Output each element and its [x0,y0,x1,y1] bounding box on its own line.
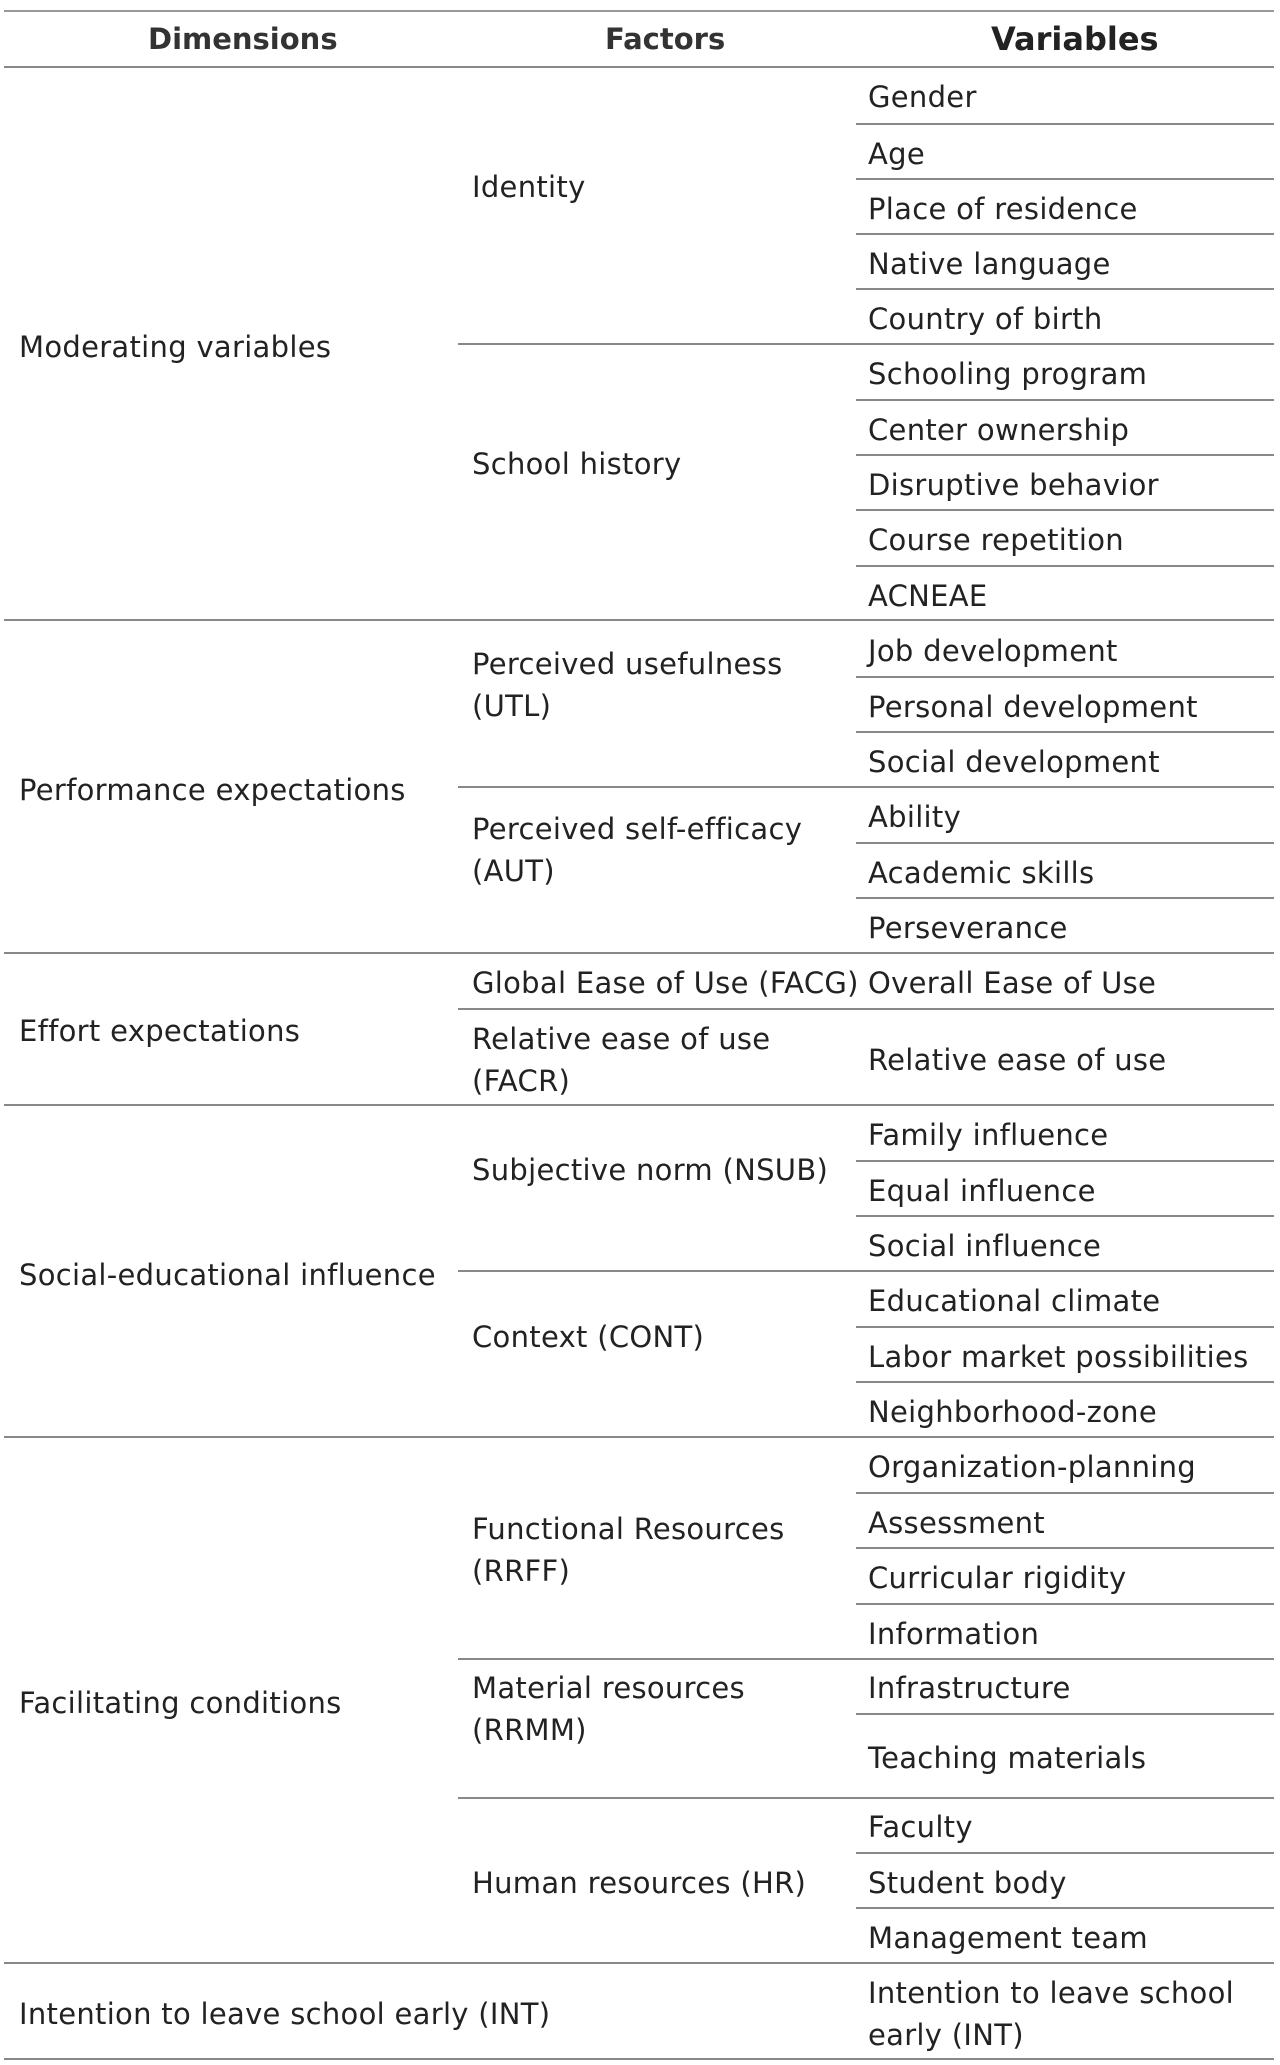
factor-divider [458,1270,1274,1272]
variable-cell: Native language [868,247,1111,281]
variable-divider [856,233,1274,235]
variable-cell: Place of residence [868,192,1138,226]
table-bottom-rule [4,2058,1274,2060]
variable-divider [856,1326,1274,1328]
variable-cell: Family influence [868,1118,1109,1152]
factor-cell: Material resources (RRMM) [472,1671,745,1747]
variable-cell: Educational climate [868,1284,1161,1318]
variable-divider [856,399,1274,401]
variable-divider [856,1381,1274,1383]
variable-cell: Job development [868,634,1118,668]
factor-cell: Perceived self-efficacy (AUT) [472,812,803,888]
variable-cell: Relative ease of use [868,1043,1167,1077]
variable-cell: ACNEAE [868,579,988,613]
variable-cell: Disruptive behavior [868,468,1159,502]
variable-cell: Country of birth [868,302,1103,336]
variable-cell: Social influence [868,1229,1102,1263]
variable-cell: Infrastructure [868,1671,1071,1705]
variable-cell: Information [868,1617,1040,1651]
variable-divider [856,178,1274,180]
header-dimensions: Dimensions [148,22,338,56]
variable-cell: Perseverance [868,911,1068,945]
variable-divider [856,1547,1274,1549]
variable-cell: Teaching materials [868,1741,1147,1775]
factor-cell: Relative ease of use (FACR) [472,1022,771,1098]
variable-divider [856,454,1274,456]
variable-cell: Equal influence [868,1174,1096,1208]
variable-cell: Labor market possibilities [868,1340,1249,1374]
variable-divider [856,1603,1274,1605]
variable-divider [856,123,1274,125]
group-divider [4,952,1274,954]
variable-cell: Overall Ease of Use [868,966,1157,1000]
factor-cell: Human resources (HR) [472,1866,807,1900]
variable-divider [856,1907,1274,1909]
factor-cell: Identity [472,170,586,204]
group-divider [4,1436,1274,1438]
variable-divider [856,1713,1274,1715]
variable-divider [856,1215,1274,1217]
dimension-cell: Social-educational influence [19,1258,436,1292]
factor-divider [458,1658,1274,1660]
variable-cell: Curricular rigidity [868,1561,1127,1595]
variable-cell: Faculty [868,1810,973,1844]
dimension-cell: Moderating variables [19,330,332,364]
table-top-rule [4,10,1274,12]
dimension-cell: Facilitating conditions [19,1686,342,1720]
variable-cell: Management team [868,1921,1148,1955]
factor-divider [458,343,1274,345]
variable-divider [856,1492,1274,1494]
factor-divider [458,1797,1274,1799]
dimension-cell: Effort expectations [19,1014,301,1048]
variable-cell: Course repetition [868,523,1124,557]
group-divider [4,619,1274,621]
dimension-cell: Performance expectations [19,773,406,807]
variable-cell: Social development [868,745,1160,779]
variable-divider [856,1852,1274,1854]
factor-divider [458,786,1274,788]
header-variables: Variables [991,20,1159,58]
factor-cell: Perceived usefulness (UTL) [472,647,783,723]
group-divider [4,1962,1274,1964]
variable-divider [856,509,1274,511]
variable-divider [856,676,1274,678]
variable-cell: Academic skills [868,856,1095,890]
header-bottom-rule [4,66,1274,68]
variable-cell: Personal development [868,690,1198,724]
variable-divider [856,288,1274,290]
factor-cell: Global Ease of Use (FACG) [472,966,859,1000]
variable-cell: Intention to leave school early (INT) [868,1976,1234,2052]
variable-cell: Gender [868,80,977,114]
variable-cell: Schooling program [868,357,1148,391]
factor-cell: Subjective norm (NSUB) [472,1153,829,1187]
variable-cell: Neighborhood-zone [868,1395,1157,1429]
factor-cell: School history [472,447,682,481]
variable-cell: Center ownership [868,413,1130,447]
variable-divider [856,842,1274,844]
variable-cell: Student body [868,1866,1067,1900]
variable-cell: Assessment [868,1506,1045,1540]
factor-divider [458,1008,1274,1010]
dimension-cell: Intention to leave school early (INT) [19,1997,551,2031]
variable-divider [856,1160,1274,1162]
variable-cell: Age [868,137,925,171]
header-factors: Factors [605,22,726,56]
factor-cell: Context (CONT) [472,1320,705,1354]
variable-cell: Organization-planning [868,1450,1197,1484]
factor-cell: Functional Resources (RRFF) [472,1512,785,1588]
group-divider [4,1104,1274,1106]
variable-divider [856,731,1274,733]
variable-cell: Ability [868,800,962,834]
variable-divider [856,897,1274,899]
variable-divider [856,565,1274,567]
